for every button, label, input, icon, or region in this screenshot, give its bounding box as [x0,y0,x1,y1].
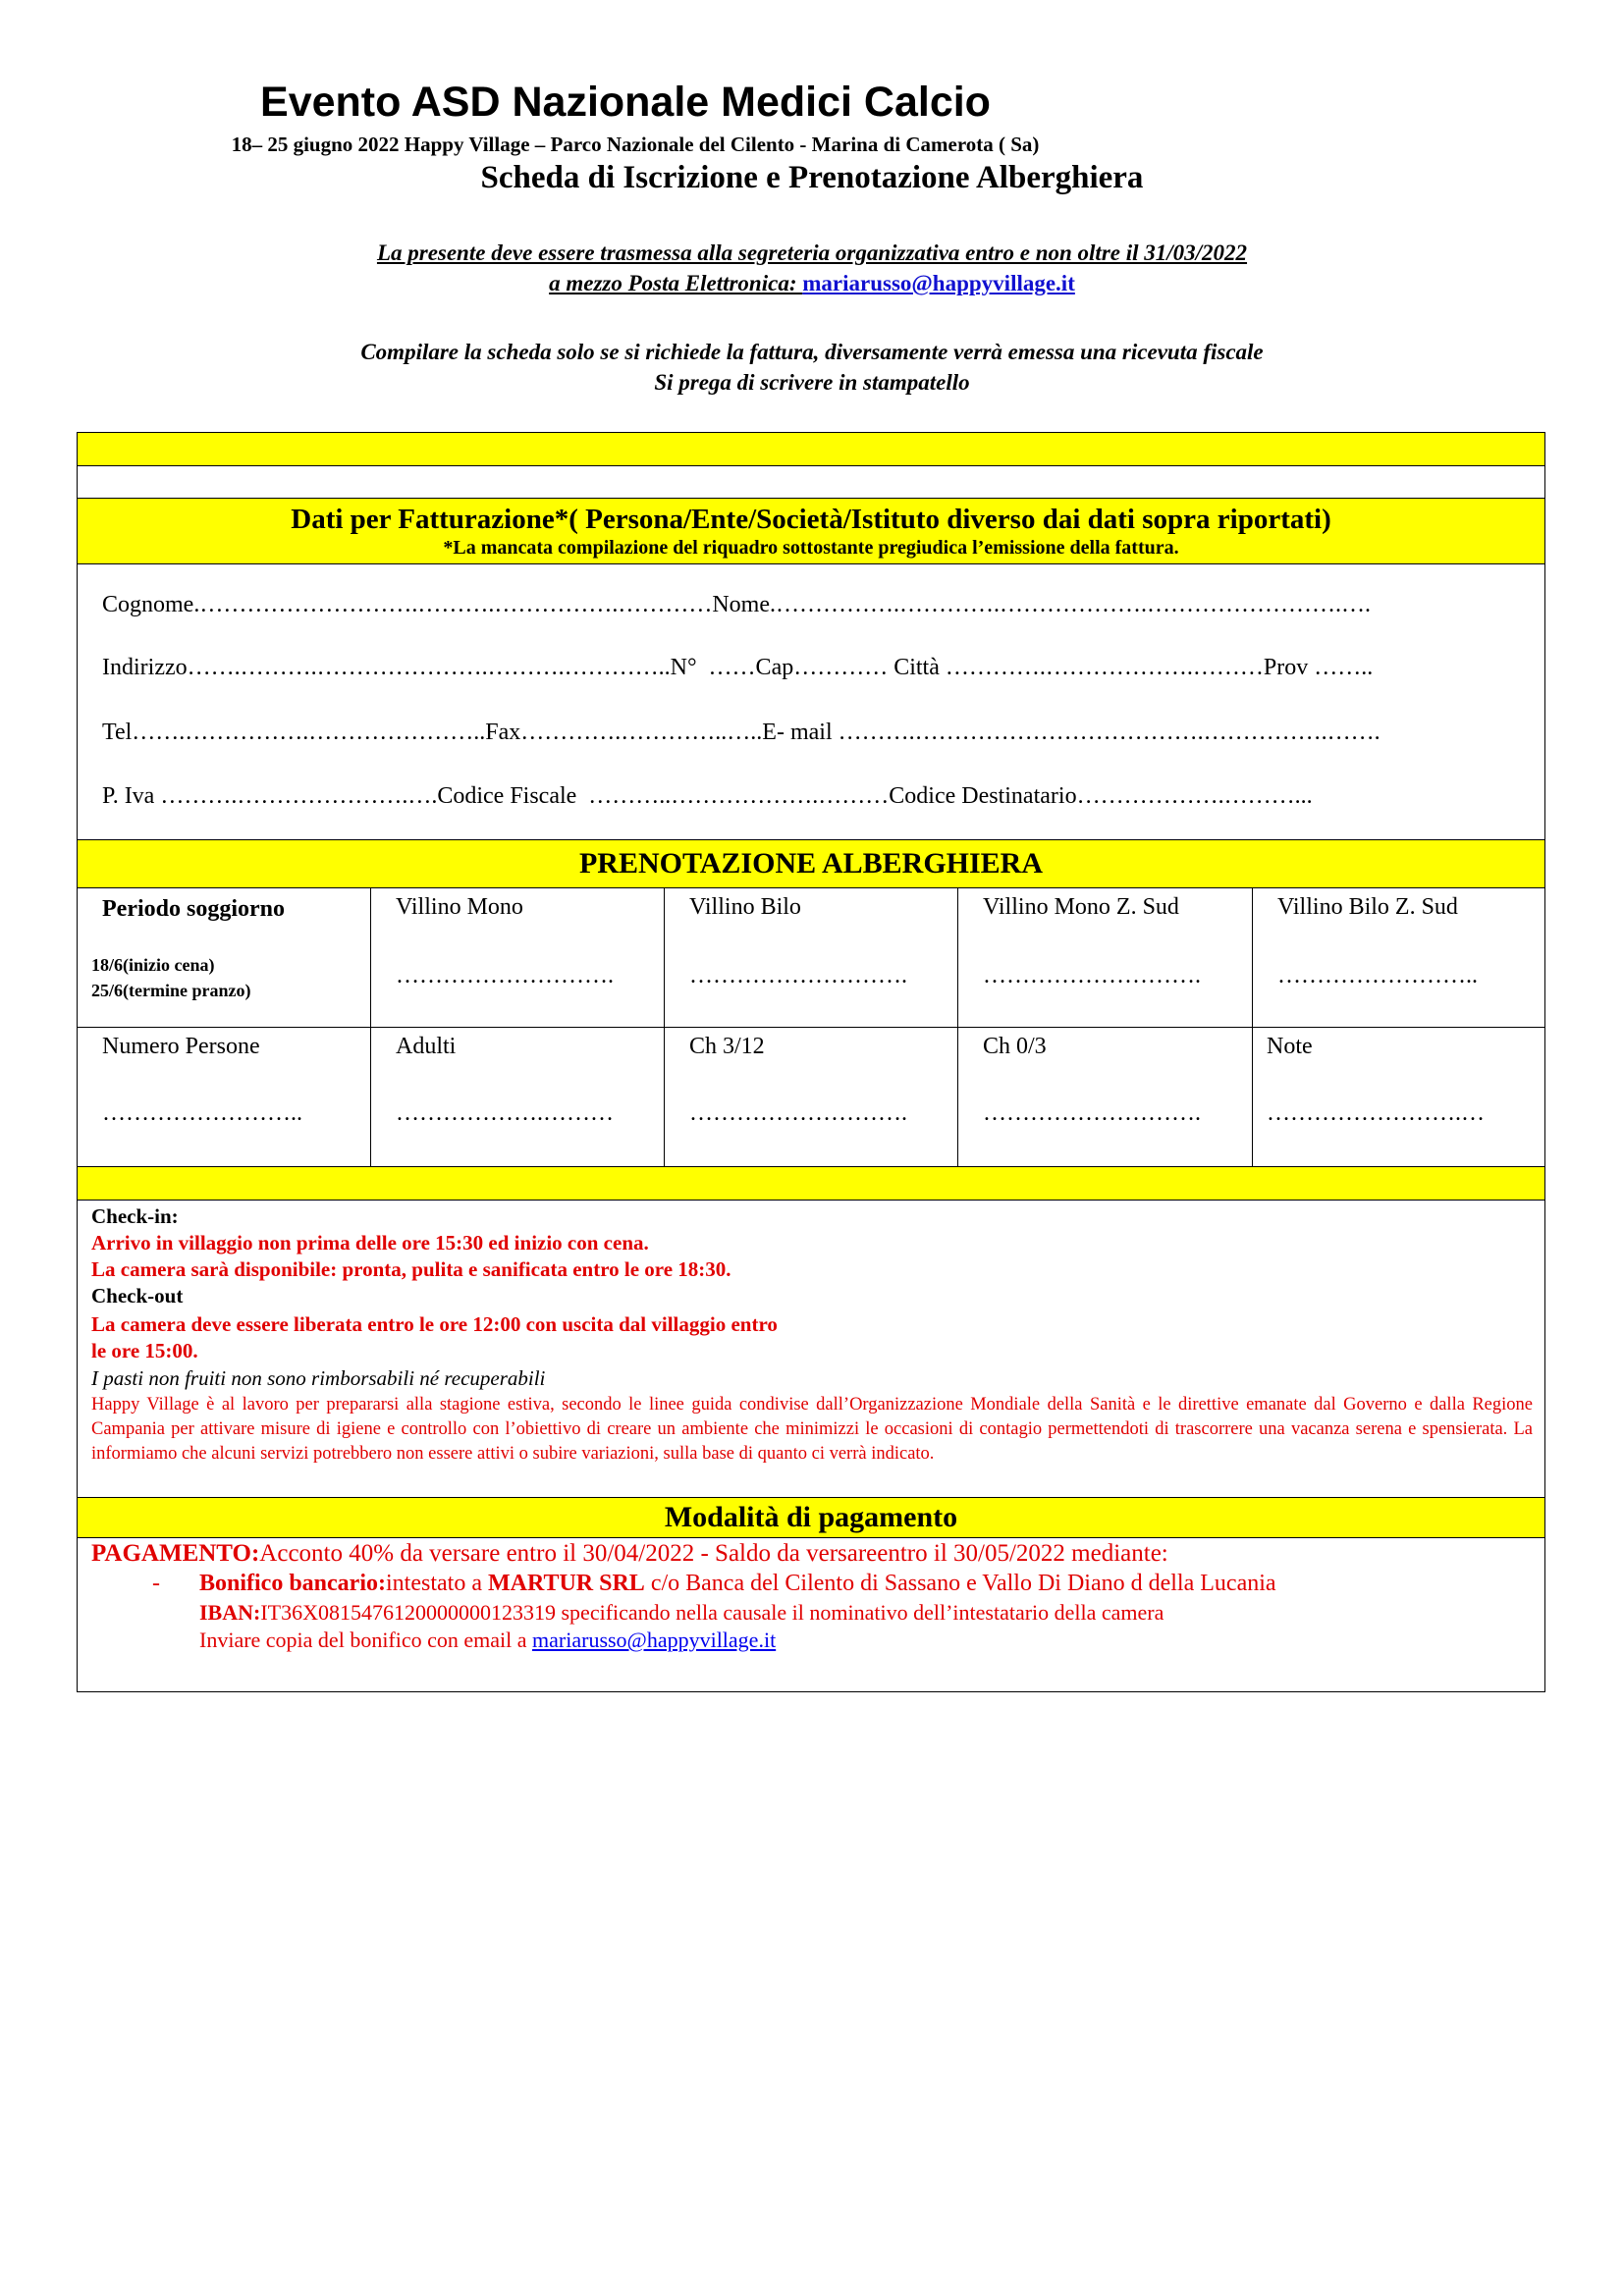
room-type-villino-bilo-zsud: Villino Bilo Z. Sud [1277,894,1458,920]
bonifico-label: Bonifico bancario: [199,1571,386,1596]
event-subtitle: 18– 25 giugno 2022 Happy Village – Parco Nazionale del Cilento - Marina di Camerota ( Sa) [231,133,1040,156]
instruction-line-2: Si prega di scrivere in stampatello [654,370,970,395]
billing-field-contatti[interactable]: Tel…….…………….…………………..Fax………….…………..…..E- mail ……….……………………………….…………….……. [102,720,1380,745]
submission-email-prefix: a mezzo Posta Elettronica: [549,271,803,295]
room-qty-villino-mono[interactable]: ………………………. [396,963,614,988]
payment-terms [91,1539,1168,1569]
iban-text: IT36X0815476120000000123319 specificando nella causale il nominativo dell’intestatario della camera [260,1600,1164,1625]
bonifico-text-b: c/o Banca del Cilento di Sassano e Vallo Di Diano d della Lucania [644,1571,1276,1596]
submission-email-line [0,269,1624,298]
bonifico-line [199,1569,1276,1598]
payment-email-link[interactable]: mariarusso@happyvillage.it [532,1628,777,1652]
payment-title: Modalità di pagamento [664,1501,958,1533]
people-label-note: Note [1267,1034,1313,1059]
submission-notice-line1: La presente deve essere trasmessa alla segreteria organizzativa entro e non oltre il 31/03/2022 [376,240,1248,265]
room-type-villino-bilo: Villino Bilo [689,894,801,920]
period-label: Periodo soggiorno [102,896,285,922]
submission-email-link[interactable]: mariarusso@happyvillage.it [802,271,1075,295]
people-label-adulti: Adulti [396,1034,457,1059]
people-label-ch-3-12: Ch 3/12 [689,1034,765,1059]
checkin-label: Check-in: [91,1204,179,1228]
room-qty-villino-mono-zsud[interactable]: ………………………. [983,963,1201,988]
people-input-ch-0-3[interactable]: ………………………. [983,1100,1201,1126]
checkin-line-2: La camera sarà disponibile: pronta, pulita e sanificata entro le ore 18:30. [91,1257,731,1281]
booking-title: PRENOTAZIONE ALBERGHIERA [578,847,1044,880]
covid-notice: Happy Village è al lavoro per prepararsi alla stagione estiva, secondo le linee guida condivise dall’Organizzazione Mondiale della Sanità e le direttive emanate dal Governo e dalla Regione Campania per attivare misure di igiene e controllo con l’obiettivo di creare un ambiente che minimizzi le occasioni di contagio permettendoti di trascorrere una vacanza serena e spensierata. La informiamo che alcuni servizi potrebbero non essere attivi o subire variazioni, sulla base di quanto ci verrà indicato. [91,1395,1533,1464]
people-input-ch-3-12[interactable]: ………………………. [689,1100,907,1126]
people-input-note[interactable]: …………………….… [1267,1100,1485,1126]
checkout-line-2: le ore 15:00. [91,1339,198,1362]
event-title: Evento ASD Nazionale Medici Calcio [260,79,991,126]
iban-label: IBAN: [199,1600,261,1625]
bonifico-company: MARTUR SRL [487,1571,645,1596]
people-label-numero: Numero Persone [102,1034,260,1059]
room-qty-villino-bilo[interactable]: ………………………. [689,963,907,988]
bullet-dash: - [152,1571,160,1596]
form-title: Scheda di Iscrizione e Prenotazione Alberghiera [480,160,1144,195]
send-copy-line [199,1626,776,1655]
send-copy-text: Inviare copia del bonifico con email a [199,1628,533,1652]
checkin-line-1: Arrivo in villaggio non prima delle ore 15:30 ed inizio con cena. [91,1231,649,1255]
period-end: 25/6(termine pranzo) [91,981,251,1000]
iban-line [199,1598,1164,1628]
submission-notice [0,239,1624,268]
payment-label: PAGAMENTO: [91,1540,260,1567]
booking-footer-band [78,1167,1544,1200]
billing-title: Dati per Fatturazione*( Persona/Ente/Società/Istituto diverso dai dati sopra riportati) [291,504,1331,535]
payment-terms-text: Acconto 40% da versare entro il 30/04/2022 - Saldo da versareentro il 30/05/2022 mediante: [259,1540,1168,1567]
bonifico-text-a: intestato a [386,1571,488,1596]
billing-field-cognome-nome[interactable]: Cognome.……………………….……….…………….…………Nome.…………….………….……………….…………………….…. [102,592,1371,617]
billing-header [78,499,1544,563]
checkout-label: Check-out [91,1284,184,1308]
people-label-ch-0-3: Ch 0/3 [983,1034,1047,1059]
billing-field-fiscali[interactable]: P. Iva ……….………………….….Codice Fiscale ………..……………….………Codice Destinatario……………….………... [102,783,1313,809]
billing-note: *La mancata compilazione del riquadro sottostante pregiudica l’emissione della fattura. [443,537,1179,559]
people-input-numero[interactable]: …………………….. [102,1100,302,1126]
top-yellow-band [78,433,1544,465]
instruction-line-1: Compilare la scheda solo se si richiede la fattura, diversamente verrà emessa una ricevuta fiscale [360,340,1264,364]
payment-header [78,1498,1544,1537]
checkout-line-1: La camera deve essere liberata entro le ore 12:00 con uscita dal villaggio entro [91,1312,778,1336]
room-type-villino-mono-zsud: Villino Mono Z. Sud [983,894,1179,920]
billing-field-indirizzo[interactable]: Indirizzo…….……….………………….……….…………..N° ……Cap………… Città ………….……………….………Prov …….. [102,655,1374,680]
period-start: 18/6(inizio cena) [91,955,215,975]
people-input-adulti[interactable]: ……………….……… [396,1100,614,1126]
registration-form [77,432,1545,1692]
booking-header [78,840,1544,887]
meals-note: I pasti non fruiti non sono rimborsabili né recuperabili [91,1366,546,1390]
room-qty-villino-bilo-zsud[interactable]: …………………….. [1277,963,1478,988]
room-type-villino-mono: Villino Mono [396,894,523,920]
